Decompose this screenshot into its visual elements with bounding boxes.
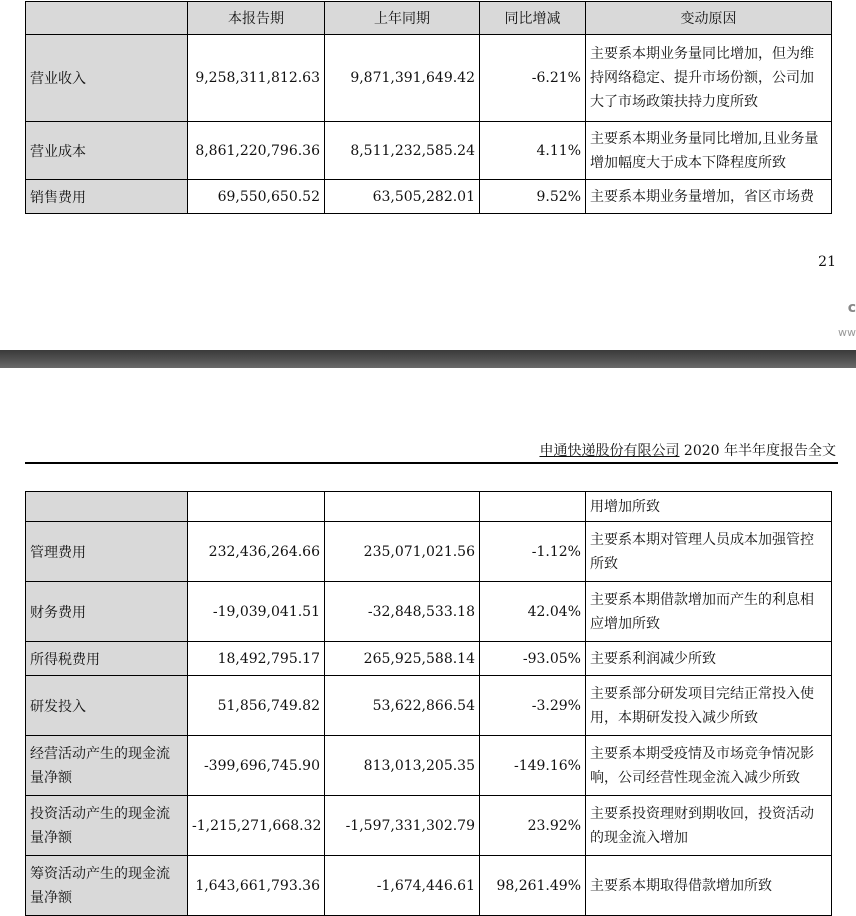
table-row [26,180,832,214]
running-header [539,440,836,460]
row-current: -399,696,745.90 [188,736,325,796]
row-reason: 主要系本期业务量同比增加,且业务量增加幅度大于成本下降程度所致 [586,122,832,180]
header-rule [25,462,838,464]
row-reason: 主要系本期取得借款增加所致 [586,856,832,916]
row-item: 所得税费用 [26,642,188,676]
table-row [26,122,832,180]
row-prior: 8,511,232,585.24 [325,122,480,180]
table-header-row [26,2,832,35]
row-item: 营业成本 [26,122,188,180]
row-current: 51,856,749.82 [188,676,325,736]
table-row [26,642,832,676]
header-cell-current: 本报告期 [188,2,325,35]
row-change: -93.05% [480,642,586,676]
row-reason: 主要系本期业务量增加，省区市场费 [586,180,832,214]
row-reason: 主要系利润减少所致 [586,642,832,676]
row-change: 4.11% [480,122,586,180]
row-change: 9.52% [480,180,586,214]
row-item [26,492,188,522]
row-change: 23.92% [480,796,586,856]
row-current: -1,215,271,668.32 [188,796,325,856]
table-row [26,35,832,122]
row-prior: -1,674,446.61 [325,856,480,916]
financial-table-bottom [25,491,832,916]
row-current: 232,436,264.66 [188,522,325,582]
row-change: -149.16% [480,736,586,796]
page-separator [0,350,856,368]
row-item: 筹资活动产生的现金流量净额 [26,856,188,916]
edge-watermark: c [847,300,856,316]
row-reason: 主要系本期对管理人员成本加强管控所致 [586,522,832,582]
page-top [0,0,856,350]
row-item: 经营活动产生的现金流量净额 [26,736,188,796]
financial-table-top [25,1,832,214]
row-reason: 主要系部分研发项目完结正常投入使用，本期研发投入减少所致 [586,676,832,736]
row-prior: 235,071,021.56 [325,522,480,582]
page-bottom [0,368,856,913]
row-item: 营业收入 [26,35,188,122]
header-cell-item [26,2,188,35]
row-change: -1.12% [480,522,586,582]
row-prior: -1,597,331,302.79 [325,796,480,856]
running-header-title: 2020 年半年度报告全文 [679,443,836,459]
row-change: -6.21% [480,35,586,122]
table-row [26,856,832,916]
row-reason: 主要系投资理财到期收回，投资活动的现金流入增加 [586,796,832,856]
page-number: 21 [818,254,836,270]
row-item: 销售费用 [26,180,188,214]
row-current: 18,492,795.17 [188,642,325,676]
row-change [480,492,586,522]
row-prior: 53,622,866.54 [325,676,480,736]
header-cell-reason: 变动原因 [586,2,832,35]
row-current [188,492,325,522]
row-change: 42.04% [480,582,586,642]
row-prior: 9,871,391,649.42 [325,35,480,122]
row-current: 69,550,650.52 [188,180,325,214]
table-row-continuation [26,492,832,522]
table-row [26,676,832,736]
row-current: 9,258,311,812.63 [188,35,325,122]
row-prior [325,492,480,522]
running-header-company: 申通快递股份有限公司 [539,443,680,459]
row-current: 1,643,661,793.36 [188,856,325,916]
header-cell-change: 同比增减 [480,2,586,35]
edge-watermark-url: ww [838,326,856,339]
row-current: -19,039,041.51 [188,582,325,642]
row-reason: 主要系本期受疫情及市场竞争情况影响，公司经营性现金流入减少所致 [586,736,832,796]
row-current: 8,861,220,796.36 [188,122,325,180]
row-item: 投资活动产生的现金流量净额 [26,796,188,856]
row-item: 财务费用 [26,582,188,642]
row-reason-continuation: 用增加所致 [586,492,832,522]
table-row [26,522,832,582]
row-change: 98,261.49% [480,856,586,916]
row-item: 管理费用 [26,522,188,582]
header-cell-prior: 上年同期 [325,2,480,35]
row-reason: 主要系本期借款增加而产生的利息相应增加所致 [586,582,832,642]
row-prior: 813,013,205.35 [325,736,480,796]
table-row [26,796,832,856]
table-row [26,582,832,642]
row-change: -3.29% [480,676,586,736]
row-prior: 265,925,588.14 [325,642,480,676]
row-reason: 主要系本期业务量同比增加，但为维持网络稳定、提升市场份额，公司加大了市场政策扶持力度所致 [586,35,832,122]
row-item: 研发投入 [26,676,188,736]
row-prior: 63,505,282.01 [325,180,480,214]
row-prior: -32,848,533.18 [325,582,480,642]
table-row [26,736,832,796]
